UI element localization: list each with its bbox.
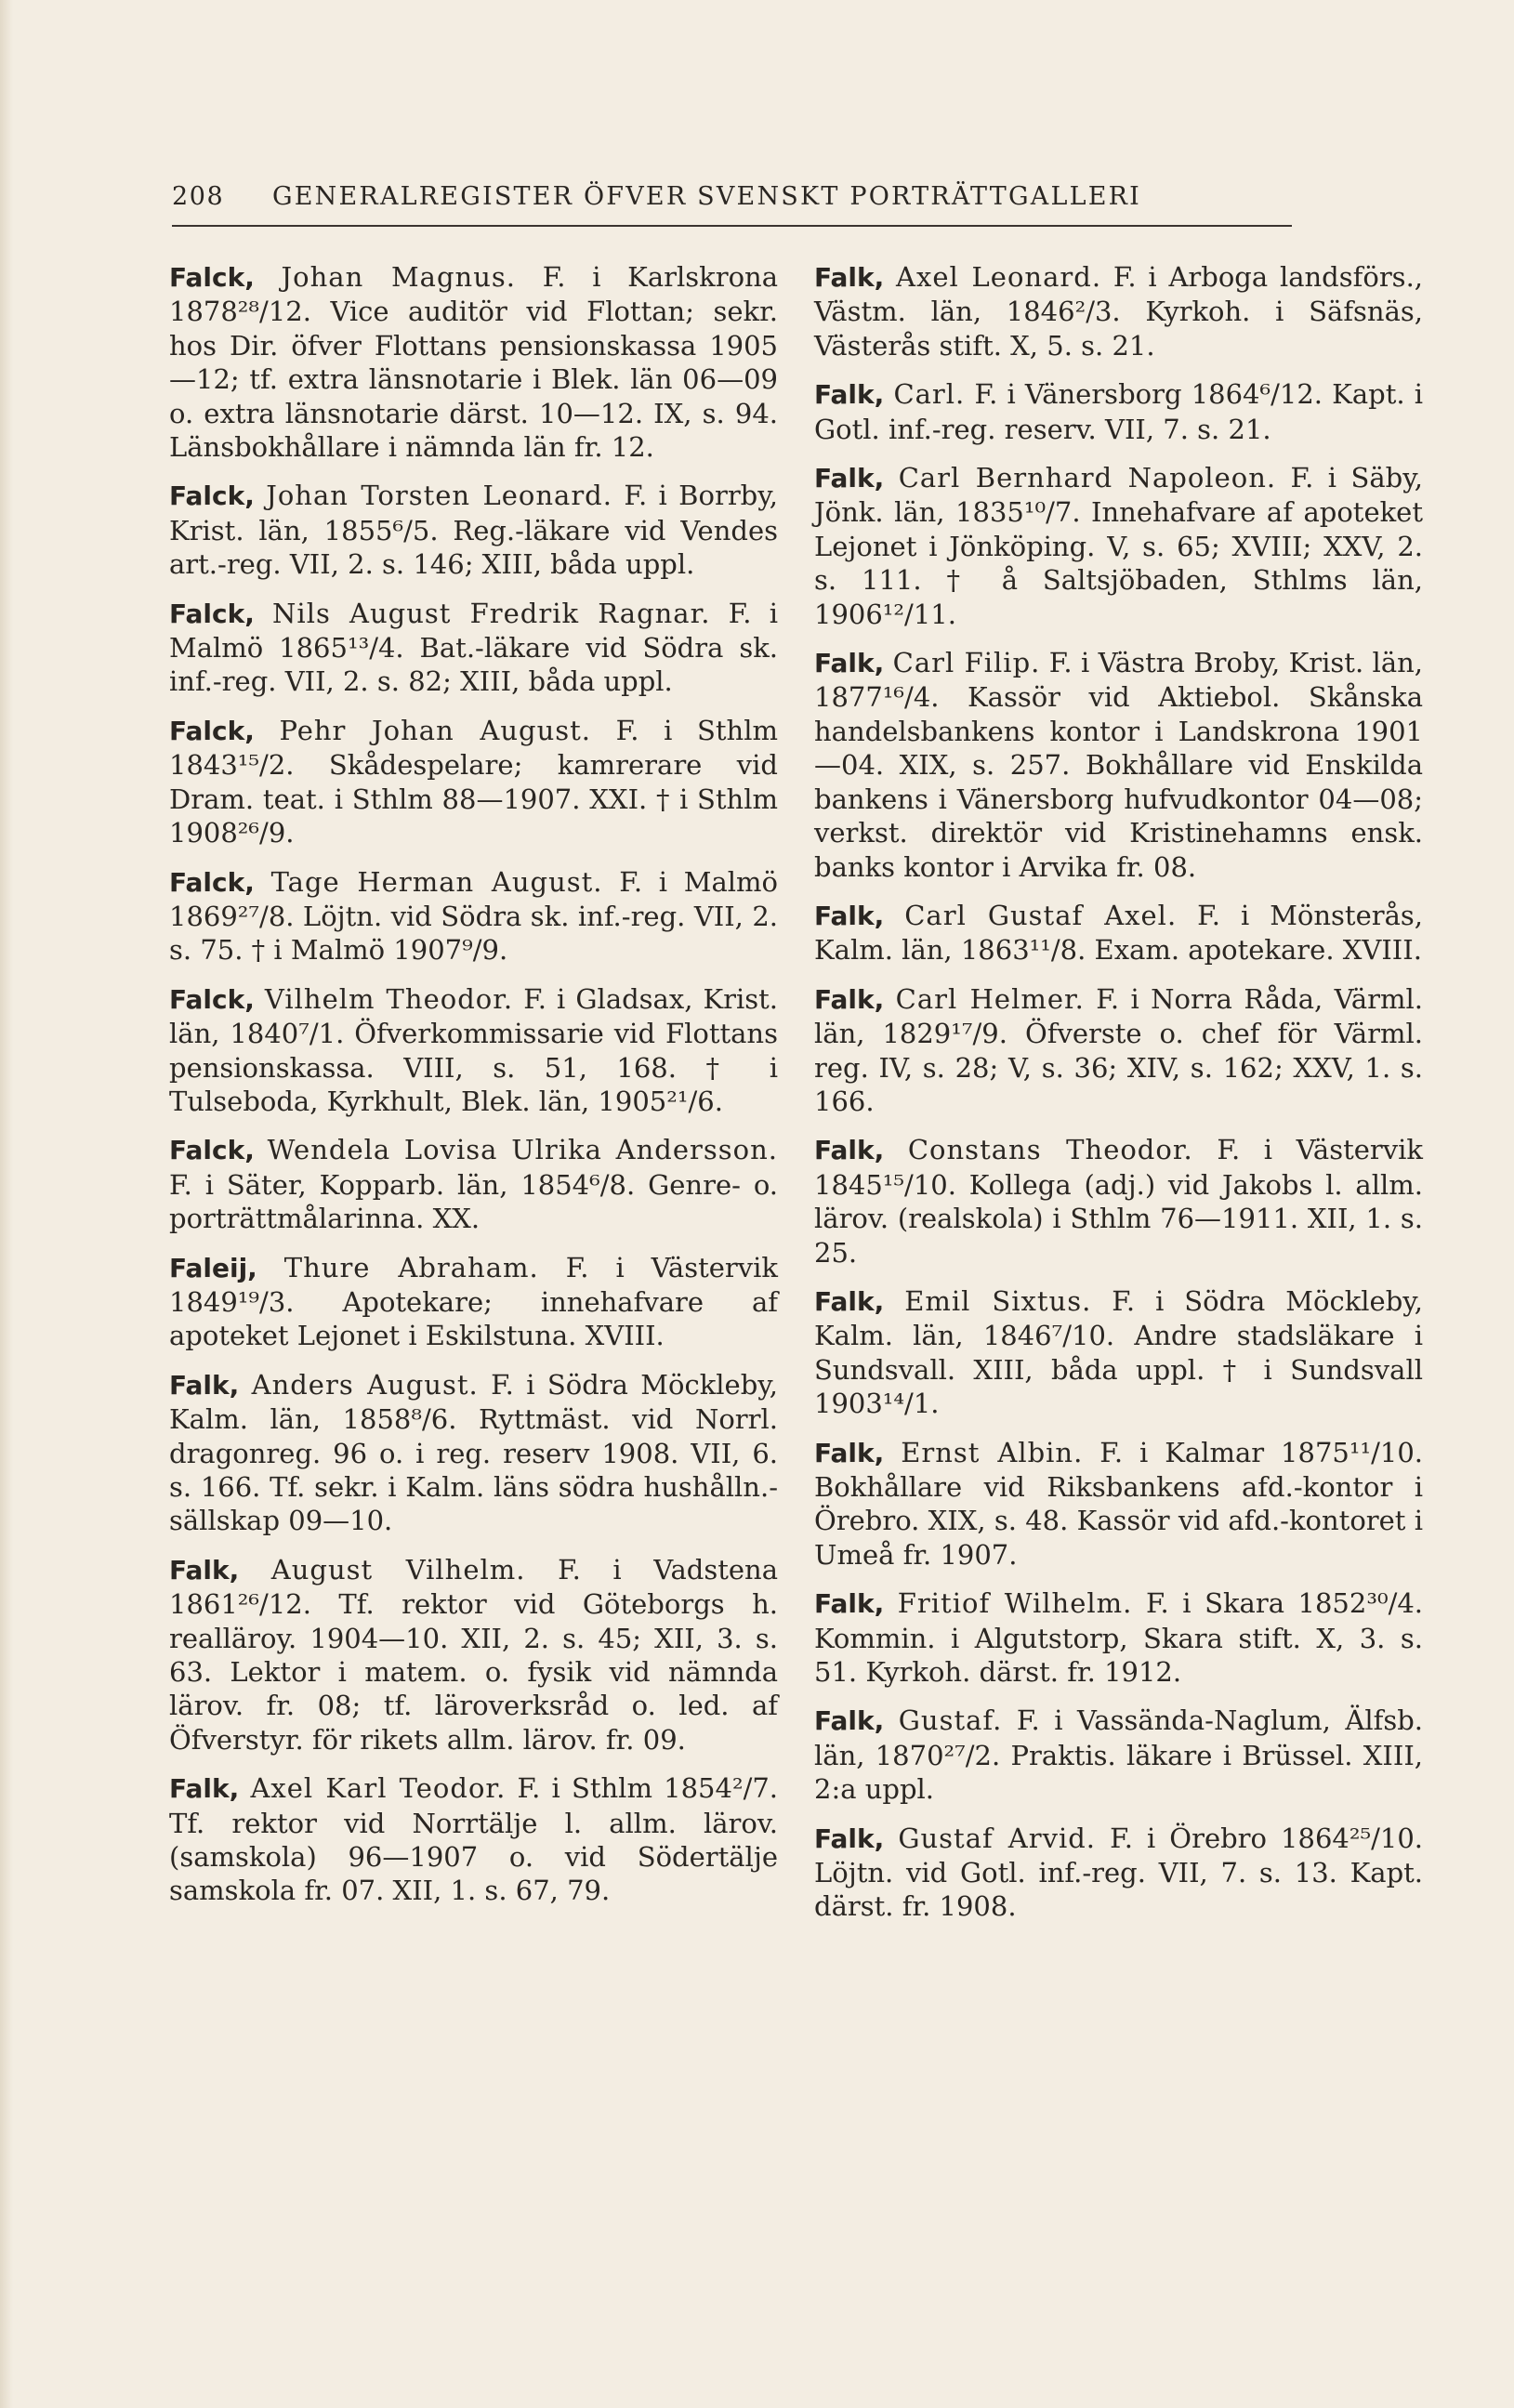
entry-surname: Falk, (169, 1554, 240, 1586)
entry-text: F. i Mönsterås, Kalm. län, 1863¹¹/8. Exam. apotekare. XVIII. (814, 899, 1423, 967)
register-entry (814, 1704, 1423, 1806)
entry-given-name: Nils August Fredrik Ragnar. (272, 597, 711, 629)
register-entry (169, 865, 778, 967)
entry-text: F. i Malmö 1865¹³/4. Bat.-läkare vid Södra sk. inf.-reg. VII, 2. s. 82; XIII, båda uppl. (169, 597, 779, 698)
entry-given-name: August Vilhelm. (270, 1553, 526, 1586)
entry-given-name: Ernst Albin. (901, 1436, 1084, 1468)
register-entry (814, 899, 1423, 967)
header-rule (172, 225, 1292, 227)
register-entry (169, 260, 778, 464)
entry-text: F. i Gladsax, Krist. län, 1840⁷/1. Öfverkommissarie vid Flottans pensionskassa. VIII, s. 51, 168. † i Tulseboda, Kyrkhult, Blek. län, 1905²¹/6. (169, 982, 779, 1117)
entry-surname: Falck, (169, 480, 255, 512)
left-column (169, 260, 778, 1923)
entry-text: F. i Säter, Kopparb. län, 1854⁶/8. Genre- o. porträttmålarinna. XX. (169, 1168, 778, 1235)
entry-surname: Falck, (169, 983, 255, 1015)
entry-text: F. i Västervik 1849¹⁹/3. Apotekare; innehafvare af apoteket Lejonet i Eskilstuna. XVIII. (169, 1251, 779, 1352)
entry-text: F. i Säby, Jönk. län, 1835¹⁰/7. Innehafvare af apoteket Lejonet i Jönköping. V, s. 65; XVIII; XXV, 2. s. 111. † å Saltsjöbaden, Sthlms län, 1906¹²/11. (814, 462, 1423, 630)
entry-given-name: Tage Herman August. (270, 865, 603, 898)
register-entry (814, 1284, 1423, 1421)
register-entry (169, 1133, 778, 1235)
running-head: GENERALREGISTER ÖFVER SVENSKT PORTRÄTTGALLERI (272, 182, 1142, 211)
entry-given-name: Carl. (893, 378, 966, 411)
entry-text: F. i Malmö 1869²⁷/8. Löjtn. vid Södra sk. inf.-reg. VII, 2. s. 75. † i Malmö 1907⁹/9. (169, 865, 778, 967)
entry-surname: Falk, (814, 379, 885, 411)
entry-surname: Falk, (814, 900, 885, 931)
entry-text: F. i Vänersborg 1864⁶/12. Kapt. i Gotl. inf.-reg. reserv. VII, 7. s. 21. (814, 378, 1424, 445)
register-entry (169, 982, 778, 1119)
entry-surname: Falk, (169, 1773, 240, 1805)
register-entry (169, 479, 778, 581)
entry-given-name: Pehr Johan August. (279, 714, 592, 746)
entry-text: F. i Västra Broby, Krist. län, 1877¹⁶/4. Kassör vid Aktiebol. Skånska handelsbankens kontor i Landskrona 1901—04. XIX, s. 257. Bokhållare vid Enskilda bankens i Vänersborg hufvudkontor 04—08; verkst. direktör vid Kristinehamns ensk. banks kontor i Arvika fr. 08. (814, 647, 1423, 883)
entry-given-name: Axel Leonard. (896, 261, 1102, 293)
entry-surname: Falk, (814, 1822, 885, 1854)
entry-given-name: Constans Theodor. (907, 1134, 1193, 1166)
register-entry (814, 1822, 1423, 1924)
entry-given-name: Johan Magnus. (281, 261, 516, 293)
entry-surname: Falck, (169, 715, 255, 746)
register-entry (814, 1436, 1423, 1572)
entry-given-name: Vilhelm Theodor. (264, 982, 514, 1015)
register-entry (814, 1133, 1423, 1270)
entry-given-name: Anders August. (251, 1368, 479, 1401)
page-edge (0, 0, 13, 2408)
entry-given-name: Gustaf. (898, 1704, 1003, 1737)
entry-text: F. i Skara 1852³⁰/4. Kommin. i Algutstorp, Skara stift. X, 3. s. 51. Kyrkoh. därst. fr. 1912. (814, 1587, 1424, 1689)
register-entry (814, 377, 1423, 446)
entry-surname: Falk, (814, 1135, 885, 1166)
entry-given-name: Gustaf Arvid. (898, 1822, 1097, 1854)
entry-surname: Falk, (169, 1369, 240, 1401)
entry-given-name: Fritiof Wilhelm. (897, 1587, 1133, 1620)
register-entry (169, 597, 778, 699)
entry-surname: Falk, (814, 262, 885, 293)
entry-surname: Falck, (169, 598, 255, 629)
entry-text: F. i Västervik 1845¹⁵/10. Kollega (adj.) vid Jakobs l. allm. lärov. (realskola) i Sthlm 76—1911. XII, 1. s. 25. (814, 1134, 1424, 1269)
entry-text: F. i Sthlm 1843¹⁵/2. Skådespelare; kamrerare vid Dram. teat. i Sthlm 88—1907. XXI. † i Sthlm 1908²⁶/9. (169, 714, 778, 849)
entry-surname: Falk, (814, 648, 885, 679)
entry-given-name: Wendela Lovisa Ulrika Andersson. (267, 1134, 778, 1166)
entry-given-name: Emil Sixtus. (904, 1284, 1092, 1317)
entry-given-name: Thure Abraham. (283, 1251, 539, 1283)
entry-text: F. i Borrby, Krist. län, 1855⁶/5. Reg.-läkare vid Vendes art.-reg. VII, 2. s. 146; XIII, båda uppl. (169, 480, 778, 581)
entry-text: F. i Karlskrona 1878²⁸/12. Vice auditör vid Flottan; sekr. hos Dir. öfver Flottans pensionskassa 1905—12; tf. extra länsnotarie i Blek. län 06—09 o. extra länsnotarie därst. 10—12. IX, s. 94. Länsbokhållare i nämnda län fr. 12. (169, 261, 779, 464)
entry-surname: Falk, (814, 983, 885, 1015)
entry-given-name: Carl Filip. (892, 647, 1041, 679)
register-entry (814, 646, 1423, 884)
entry-surname: Falck, (169, 866, 255, 898)
entry-text: F. i Kalmar 1875¹¹/10. Bokhållare vid Riksbankens afd.-kontor i Örebro. XIX, s. 48. Kassör vid afd.-kontoret i Umeå fr. 1907. (814, 1436, 1423, 1571)
entry-surname: Falk, (814, 1437, 885, 1468)
entry-text: F. i Arboga landsförs., Västm. län, 1846²/3. Kyrkoh. i Säfsnäs, Västerås stift. X, 5. s. 21. (814, 261, 1424, 362)
entry-surname: Falk, (814, 463, 885, 494)
register-entry (169, 1553, 778, 1757)
entry-text: F. i Vassända-Naglum, Älfsb. län, 1870²⁷/2. Praktis. läkare i Brüssel. XIII, 2:a uppl. (814, 1704, 1423, 1806)
register-entry (169, 1368, 778, 1538)
entry-text: F. i Norra Råda, Värml. län, 1829¹⁷/9. Öfverste o. chef för Värml. reg. IV, s. 28; V, s. 36; XIV, s. 162; XXV, 1. s. 166. (814, 982, 1424, 1117)
entry-given-name: Carl Helmer. (895, 982, 1085, 1015)
register-entry (814, 982, 1423, 1119)
register-entry (814, 461, 1423, 631)
entry-text: F. i Södra Möckleby, Kalm. län, 1846⁷/10. Andre stadsläkare i Sundsvall. XIII, båda uppl. † i Sundsvall 1903¹⁴/1. (814, 1284, 1424, 1420)
entry-surname: Falck, (169, 1135, 255, 1166)
entry-text: F. i Örebro 1864²⁵/10. Löjtn. vid Gotl. inf.-reg. VII, 7. s. 13. Kapt. därst. fr. 1908. (814, 1822, 1423, 1923)
entry-given-name: Carl Bernhard Napoleon. (898, 462, 1277, 494)
page-header (172, 182, 1292, 211)
entry-surname: Falk, (814, 1285, 885, 1317)
register-entry (169, 1771, 778, 1908)
entry-given-name: Axel Karl Teodor. (250, 1772, 507, 1805)
right-column (814, 260, 1423, 1939)
entry-text: F. i Vadstena 1861²⁶/12. Tf. rektor vid Göteborgs h. realläroy. 1904—10. XII, 2. s. 45; XII, 3. s. 63. Lektor i matem. o. fysik vid nämnda lärov. fr. 08; tf. läroverksråd o. led. af Öfverstyr. för rikets allm. lärov. fr. 09. (169, 1553, 779, 1756)
register-entry (169, 714, 778, 850)
register-entry (814, 1586, 1423, 1689)
entry-text: F. i Södra Möckleby, Kalm. län, 1858⁸/6. Ryttmäst. vid Norrl. dragonreg. 96 o. i reg. reserv 1908. VII, 6. s. 166. Tf. sekr. i Kalm. läns södra hushålln.-sällskap 09—10. (169, 1368, 779, 1537)
entry-text: F. i Sthlm 1854²/7. Tf. rektor vid Norrtälje l. allm. lärov. (samskola) 96—1907 o. vid Södertälje samskola fr. 07. XII, 1. s. 67, 79. (169, 1772, 779, 1907)
entry-surname: Falck, (169, 262, 255, 293)
register-entry (814, 260, 1423, 362)
register-entry (169, 1251, 778, 1353)
entry-surname: Falk, (814, 1705, 885, 1737)
entry-surname: Falk, (814, 1588, 885, 1620)
entry-given-name: Carl Gustaf Axel. (904, 899, 1178, 931)
entry-given-name: Johan Torsten Leonard. (266, 480, 612, 512)
page-number: 208 (172, 182, 225, 211)
entry-surname: Faleij, (169, 1252, 257, 1283)
